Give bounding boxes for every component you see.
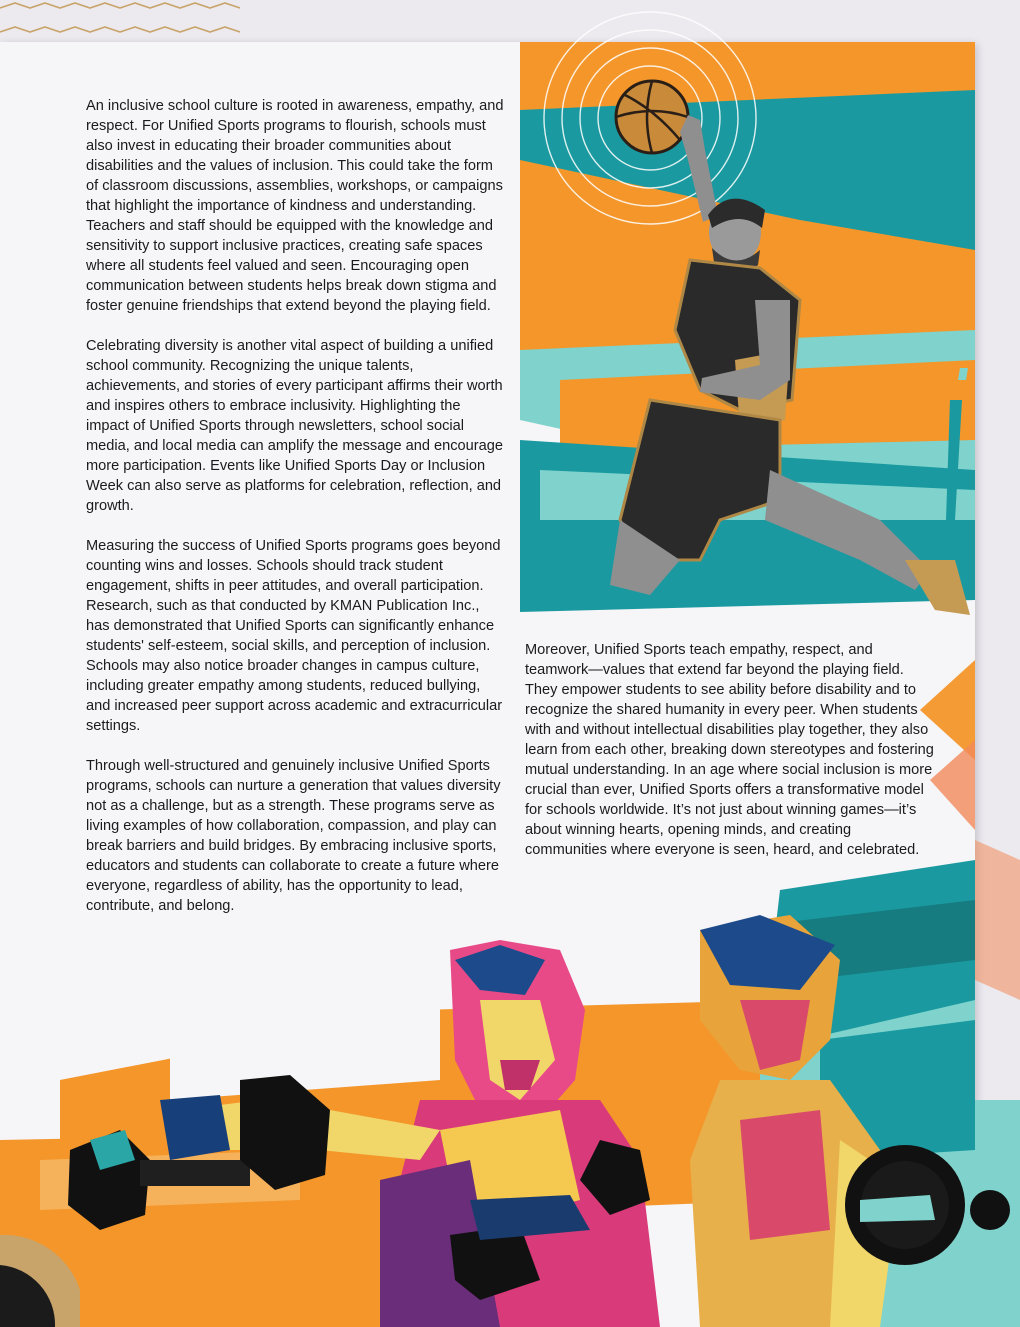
gold-zigzag-decoration [0, 3, 240, 32]
paragraph-conclusion: Through well-structured and genuinely inclusive Unified Sports programs, schools can nurture a generation that values diversity not as a challenge, but as a strength. These programs serve as living examples of how collaboration, compassion, and play can break barriers and build bridges. By embracing inclusive sports, educators and students can collaborate to create a future where everyone, regardless of ability, has the opportunity to lead, contribute, and belong. [86, 758, 501, 914]
article-left-column [86, 96, 506, 936]
paragraph-empathy-teamwork: Moreover, Unified Sports teach empathy, respect, and teamwork—values that extend far beyond the playing field. They empower students to see ability before disability and to recognize the shared humanity in every peer. When students with and without intellectual disabilities play together, they also learn from each other, breaking down stereotypes and fostering mutual understanding. In an age where social inclusion is more crucial than ever, Unified Sports offers a transformative model for schools worldwide. It’s not just about winning games—it’s about winning hearts, opening minds, and creating communities where everyone is seen, heard, and celebrated. [525, 642, 934, 858]
paragraph-celebrating-diversity: Celebrating diversity is another vital aspect of building a unified school community. Recognizing the unique talents, achievements, and stories of every participant affirms their worth and inspires others to embrace inclusivity. Highlighting the impact of Unified Sports through newsletters, school social media, and local media can amplify the message and encourage more participation. Events like Unified Sports Day or Inclusion Week can also serve as platforms for celebration, reflection, and growth. [86, 338, 503, 514]
basketball-icon [616, 81, 688, 153]
paragraph-inclusive-culture: An inclusive school culture is rooted in awareness, empathy, and respect. For Unified Sports programs to flourish, schools must also invest in educating their broader communities about disabilities and the values of inclusion. This could take the form of classroom discussions, assemblies, workshops, or campaigns that highlight the importance of kindness and understanding. Teachers and staff should be equipped with the knowledge and sensitivity to support inclusive practices, creating safe spaces where all students feel valued and seen. Encouraging open communication between students helps break down stigma and foster genuine friendships that extend beyond the playing field. [86, 98, 504, 314]
paragraph-measuring-success: Measuring the success of Unified Sports programs goes beyond counting wins and losses. Schools should track student engagement, shifts in peer attitudes, and overall participation. Research, such as that conducted by KMAN Publication Inc., has demonstrated that Unified Sports can significantly enhance students' self-esteem, social skills, and perception of inclusion. Schools may also notice broader changes in campus culture, including greater empathy among students, reduced bullying, and increased peer support across academic and extracurricular settings. [86, 538, 503, 734]
article-right-column [525, 640, 937, 880]
